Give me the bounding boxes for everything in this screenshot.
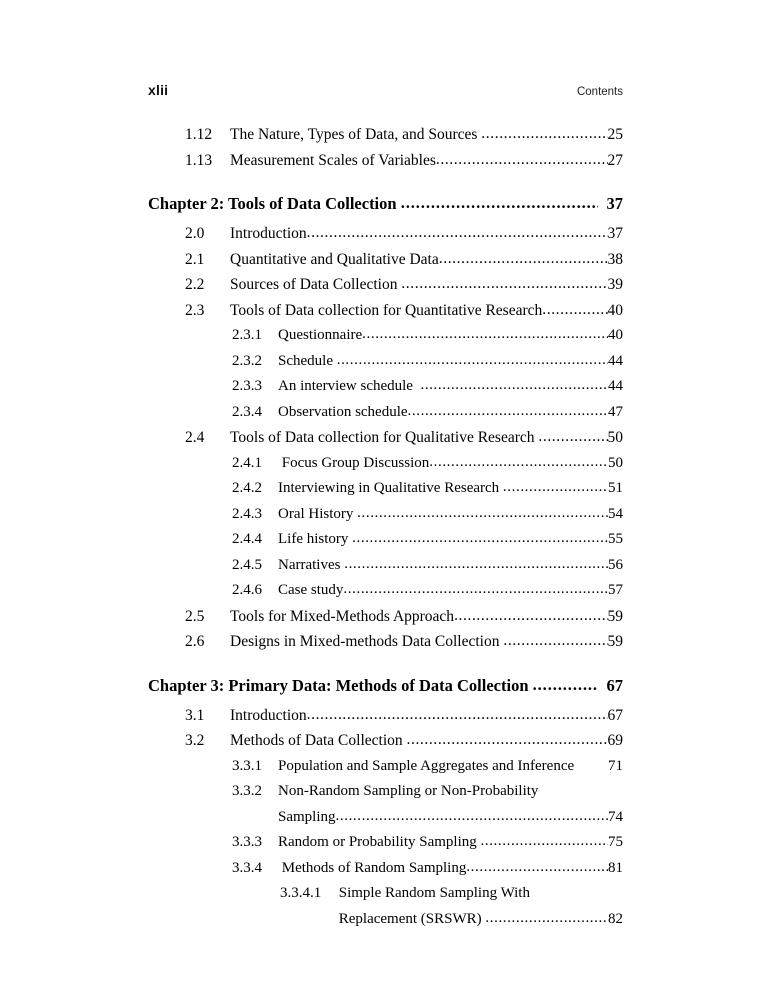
toc-entry-number: 3.1 <box>185 706 205 724</box>
toc-entry-line <box>230 148 623 174</box>
toc-entry[interactable] <box>0 629 773 655</box>
toc-entry-number: 2.4.5 <box>232 556 262 573</box>
toc-page-number: 39 <box>607 276 623 293</box>
toc-entry-number: 2.5 <box>185 607 205 625</box>
toc-entry-line <box>278 830 623 856</box>
toc-entry-body <box>278 451 623 477</box>
toc-entry-title: Designs in Mixed-methods Data Collection <box>230 633 504 650</box>
toc-entry-line <box>278 527 623 553</box>
toc-entry-line <box>230 122 623 148</box>
toc-entry-body <box>278 779 623 830</box>
toc-entry-title: Oral History <box>278 505 358 522</box>
toc-entry-line <box>230 221 623 247</box>
toc-entry-title: Chapter 2: Tools of Data Collection <box>148 194 401 213</box>
toc-entry-title: Life history <box>278 531 353 547</box>
toc-entry-number: 3.3.4.1 <box>280 885 322 901</box>
toc-page-number: 25 <box>607 126 623 143</box>
toc-entry-title: Sources of Data Collection <box>230 276 402 293</box>
toc-dot-leader <box>436 147 608 173</box>
toc-page-number: 50 <box>608 454 623 471</box>
toc-dot-leader <box>503 475 608 501</box>
toc-entry-body <box>278 502 623 528</box>
toc-entry-number: 3.2 <box>185 732 205 749</box>
toc-entry[interactable] <box>0 323 773 349</box>
toc-page-number: 67 <box>602 675 623 695</box>
page-folio: xlii <box>148 82 169 98</box>
toc-dot-leader <box>429 450 608 476</box>
toc-entry-line <box>278 451 623 477</box>
toc-entry-title: Tools of Data collection for Quantitative Research <box>230 301 543 319</box>
toc-page-number: 44 <box>608 352 623 369</box>
toc-entry-body <box>335 881 623 932</box>
toc-entry-title: Schedule <box>278 352 337 369</box>
toc-entry-line <box>230 272 623 298</box>
toc-entry-title: An interview schedule <box>278 378 421 394</box>
toc-entry[interactable] <box>0 272 773 298</box>
toc-entry-number: 3.3.2 <box>232 783 262 799</box>
toc-entry[interactable] <box>0 502 773 528</box>
toc-entry-body <box>230 703 623 729</box>
toc-entry-body <box>278 754 623 780</box>
toc-entry-body <box>278 400 623 426</box>
toc-dot-leader <box>401 190 599 216</box>
toc-entry-number: 2.1 <box>185 250 205 268</box>
toc-chapter-entry[interactable] <box>0 673 773 699</box>
toc-entry-line <box>278 779 623 805</box>
toc-entry-title: Methods of Data Collection <box>230 732 407 749</box>
toc-entry-title: Sampling <box>278 808 336 825</box>
toc-entry-title: Replacement (SRSWR) <box>335 910 486 927</box>
toc-entry-line <box>278 502 623 528</box>
toc-entry-line <box>278 856 623 882</box>
toc-page-number: 40 <box>608 327 623 343</box>
toc-entry-line <box>230 604 623 630</box>
toc-entry-line <box>278 578 623 604</box>
toc-page-number: 69 <box>607 732 623 749</box>
toc-entry[interactable] <box>0 881 773 932</box>
toc-entry-line <box>148 191 623 217</box>
toc-entry-title: Introduction <box>230 706 307 724</box>
toc-entry-line <box>278 349 623 375</box>
toc-entry[interactable] <box>0 553 773 579</box>
toc-entry-number: 2.3.1 <box>232 327 262 343</box>
toc-entry-line <box>230 298 623 324</box>
toc-page-number: 59 <box>607 607 623 625</box>
toc-page-number: 75 <box>608 834 623 850</box>
toc-entry-title: Tools for Mixed-Methods Approach <box>230 607 455 625</box>
toc-entry-line <box>278 323 623 349</box>
toc-dot-leader <box>307 220 608 246</box>
toc-entry[interactable] <box>0 122 773 148</box>
toc-page-number: 56 <box>608 556 623 573</box>
toc-entry[interactable] <box>0 703 773 729</box>
toc-entry-title: Simple Random Sampling With <box>335 885 530 901</box>
toc-entry-body <box>230 148 623 174</box>
toc-dot-leader <box>538 424 607 450</box>
toc-entry-title: Quantitative and Qualitative Data <box>230 250 439 268</box>
toc-entry-number: 2.4.2 <box>232 480 262 496</box>
toc-entry-line <box>230 425 623 451</box>
toc-dot-leader <box>357 501 608 527</box>
toc-entry-title: Non-Random Sampling or Non-Probability <box>278 783 539 799</box>
toc-entry-body <box>230 247 623 273</box>
toc-page-number: 55 <box>608 531 623 547</box>
toc-entry-line <box>278 374 623 400</box>
running-head-label: Contents <box>576 86 623 98</box>
toc-page-number: 44 <box>608 378 623 394</box>
toc-entry[interactable] <box>0 830 773 856</box>
toc-entry[interactable] <box>0 148 773 174</box>
toc-entry-title: Chapter 3: Primary Data: Methods of Data Collection <box>148 675 533 695</box>
toc-entry-title: Focus Group Discussion <box>278 454 430 471</box>
toc-dot-leader <box>481 829 609 855</box>
toc-entry-body <box>278 856 623 882</box>
toc-entry-number: 1.12 <box>185 126 213 143</box>
toc-entry-title: Introduction <box>230 225 307 242</box>
toc-entry-body <box>230 298 623 324</box>
toc-dot-leader <box>344 552 608 578</box>
toc-entry-body <box>278 578 623 604</box>
toc-entry-body <box>278 527 623 553</box>
toc-dot-leader <box>454 603 607 629</box>
toc-entry[interactable] <box>0 221 773 247</box>
toc-entry-number: 2.4.3 <box>232 505 262 522</box>
toc-dot-leader <box>466 855 608 881</box>
toc-page-number: 27 <box>607 151 623 169</box>
toc-entry-title: Case study <box>278 582 344 598</box>
toc-dot-leader <box>485 906 608 932</box>
toc-entry-number: 2.6 <box>185 633 205 650</box>
toc-page-number: 67 <box>607 706 623 724</box>
toc-entry-line <box>278 476 623 502</box>
toc-page-number: 37 <box>607 225 623 242</box>
toc-entry-number: 2.4.6 <box>232 582 262 598</box>
toc-chapter-entry[interactable] <box>0 191 773 217</box>
toc-dot-leader <box>533 672 599 698</box>
toc-entry-line <box>278 754 623 780</box>
toc-entry-number: 2.4.1 <box>232 454 262 471</box>
toc-entry-body <box>278 349 623 375</box>
toc-entry-body <box>278 374 623 400</box>
toc-entry-title: Interviewing in Qualitative Research <box>278 480 503 496</box>
toc-entry-number: 2.0 <box>185 225 205 242</box>
toc-entry-body <box>230 122 623 148</box>
toc-entry-body <box>230 728 623 754</box>
toc-page-number: 40 <box>607 301 623 319</box>
toc-page-number: 37 <box>602 194 623 213</box>
table-of-contents <box>0 122 773 932</box>
toc-entry-line <box>278 553 623 579</box>
toc-entry[interactable] <box>0 779 773 830</box>
toc-entry-line <box>230 728 623 754</box>
toc-page-number: 50 <box>607 429 623 446</box>
toc-entry[interactable] <box>0 374 773 400</box>
toc-entry-line <box>335 907 623 933</box>
toc-entry-title: Observation schedule <box>278 403 408 420</box>
toc-dot-leader <box>420 373 608 399</box>
toc-entry-title: Population and Sample Aggregates and Inference <box>278 757 578 774</box>
toc-entry-body <box>278 830 623 856</box>
toc-page-number: 38 <box>607 250 623 268</box>
toc-entry-body <box>230 272 623 298</box>
toc-entry-line <box>278 805 623 831</box>
toc-page-number: 54 <box>608 505 623 522</box>
toc-dot-leader <box>337 348 608 374</box>
toc-entry-title: Measurement Scales of Variables <box>230 151 436 169</box>
running-head <box>148 82 623 100</box>
toc-entry-line <box>278 400 623 426</box>
toc-entry-number: 2.4.4 <box>232 531 262 547</box>
toc-entry-number: 2.3.3 <box>232 378 262 394</box>
toc-entry-number: 2.4 <box>185 429 205 446</box>
toc-page-number: 57 <box>608 582 623 598</box>
toc-entry-title: Methods of Random Sampling <box>278 859 467 876</box>
toc-page-number: 51 <box>608 480 623 496</box>
toc-page-number: 71 <box>608 757 623 774</box>
toc-entry[interactable] <box>0 856 773 882</box>
toc-entry-number: 2.3.4 <box>232 403 262 420</box>
toc-dot-leader <box>408 399 608 425</box>
toc-entry-number: 3.3.4 <box>232 859 262 876</box>
toc-dot-leader <box>542 297 607 323</box>
toc-page-number: 82 <box>608 910 623 927</box>
toc-dot-leader <box>352 526 608 552</box>
toc-entry-body <box>148 673 623 699</box>
toc-entry-title: Questionnaire <box>278 327 363 343</box>
toc-entry-body <box>230 604 623 630</box>
toc-entry[interactable] <box>0 578 773 604</box>
toc-entry-number: 1.13 <box>185 151 213 169</box>
toc-entry[interactable] <box>0 247 773 273</box>
toc-entry-body <box>230 425 623 451</box>
toc-entry-line <box>230 629 623 655</box>
toc-entry[interactable] <box>0 754 773 780</box>
toc-entry-number: 2.3.2 <box>232 352 262 369</box>
toc-entry-line <box>230 247 623 273</box>
toc-page-number: 59 <box>607 633 623 650</box>
toc-entry[interactable] <box>0 400 773 426</box>
toc-entry-title: The Nature, Types of Data, and Sources <box>230 126 482 143</box>
toc-dot-leader <box>307 702 608 728</box>
toc-entry[interactable] <box>0 451 773 477</box>
toc-entry-body <box>230 221 623 247</box>
toc-dot-leader <box>336 804 608 830</box>
toc-entry-title: Tools of Data collection for Qualitative Research <box>230 429 539 446</box>
toc-entry[interactable] <box>0 298 773 324</box>
toc-entry-title: Random or Probability Sampling <box>278 834 481 850</box>
toc-entry[interactable] <box>0 476 773 502</box>
toc-entry-body <box>148 191 623 217</box>
toc-entry-body <box>278 553 623 579</box>
toc-entry-body <box>278 323 623 349</box>
toc-page-number: 47 <box>608 403 623 420</box>
toc-entry-line <box>230 703 623 729</box>
toc-entry-line <box>148 673 623 699</box>
toc-entry-number: 3.3.3 <box>232 834 262 850</box>
toc-entry[interactable] <box>0 349 773 375</box>
toc-entry[interactable] <box>0 728 773 754</box>
toc-entry-title: Narratives <box>278 556 345 573</box>
toc-dot-leader <box>481 121 607 147</box>
toc-dot-leader <box>401 271 607 297</box>
toc-entry[interactable] <box>0 527 773 553</box>
toc-dot-leader <box>503 628 607 654</box>
toc-entry[interactable] <box>0 604 773 630</box>
toc-dot-leader <box>407 727 608 753</box>
toc-entry-number: 2.2 <box>185 276 205 293</box>
toc-dot-leader <box>343 577 608 603</box>
toc-entry-number: 2.3 <box>185 301 205 319</box>
toc-page-number: 74 <box>608 808 623 825</box>
toc-entry-number: 3.3.1 <box>232 757 262 774</box>
toc-page-number: 81 <box>608 859 623 876</box>
toc-entry[interactable] <box>0 425 773 451</box>
toc-dot-leader <box>439 246 608 272</box>
toc-dot-leader <box>362 322 608 348</box>
toc-entry-line <box>335 881 623 907</box>
toc-entry-body <box>230 629 623 655</box>
toc-entry-body <box>278 476 623 502</box>
